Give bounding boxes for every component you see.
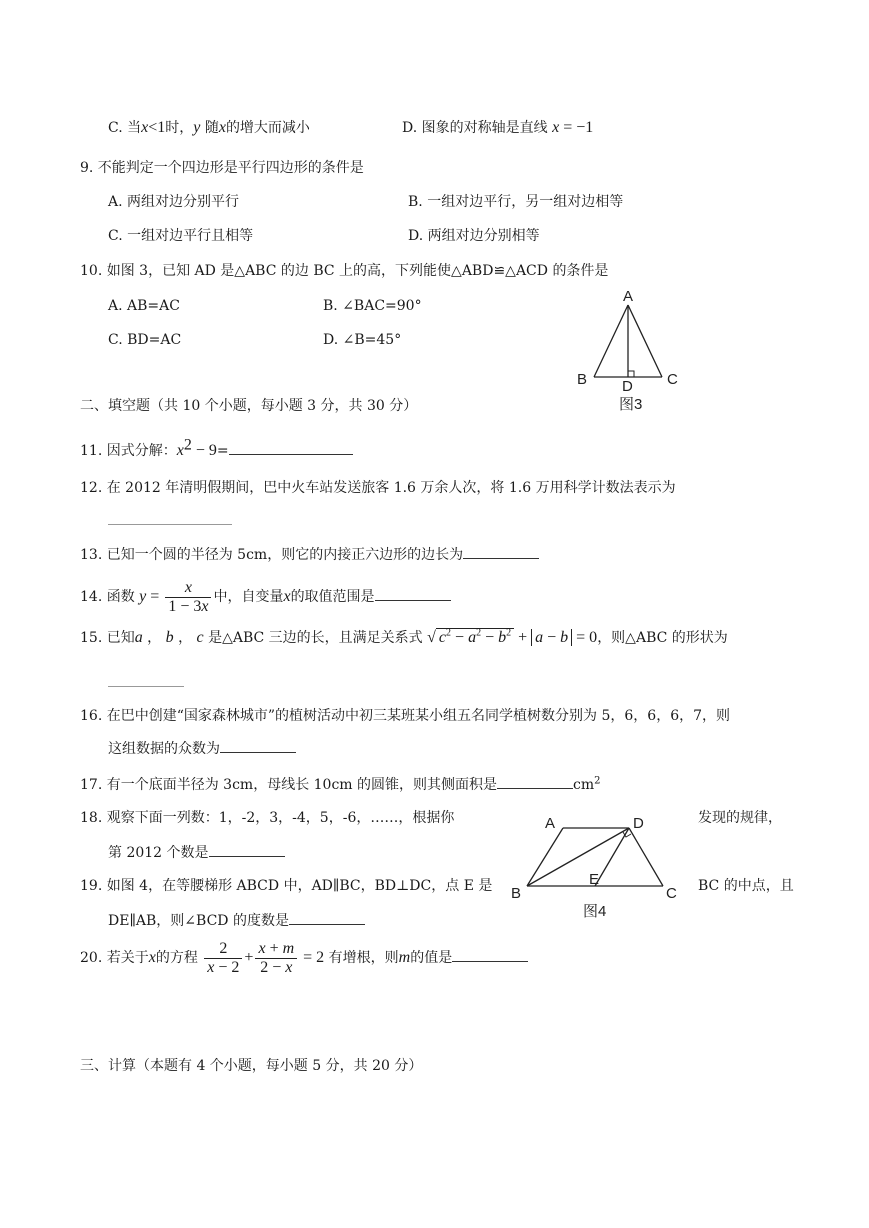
q12-blank-line (108, 510, 232, 531)
q19-line-1: 19. 如图 4，在等腰梯形 ABCD 中，AD∥BC，BD⊥DC，点 E 是 (80, 878, 493, 894)
answer-blank[interactable] (452, 947, 528, 962)
q14: 14. 函数 y = $\frac{x}{1 - 3x}$ 中，自变量x的取值范围是 (80, 576, 451, 618)
fig3-label-b: B (577, 371, 588, 388)
answer-blank[interactable] (209, 842, 285, 857)
figure-4 (505, 812, 690, 924)
q16-line-2: 这组数据的众数为 (108, 738, 296, 759)
answer-blank[interactable] (497, 774, 573, 789)
q10-option-c: C. BD=AC (108, 332, 182, 348)
q12-text: 12. 在 2012 年清明假期间，巴中火车站发送旅客 1.6 万余人次，将 1.6 万用科学计数法表示为 (80, 480, 676, 496)
q9-option-c: C. 一组对边平行且相等 (108, 228, 254, 244)
fig3-caption: 图3 (619, 396, 643, 413)
q20: 20. 若关于x的方程 $\frac{2}{x - 2}$ + $\frac{x + m}{2 - x}$ = 2 有增根，则m的值是 (80, 936, 528, 980)
q17: 17. 有一个底面半径为 3cm，母线长 10cm 的圆锥，则其侧面积是 $cm^2$ (80, 775, 601, 793)
q16-line-1: 16. 在巴中创建“国家森林城市”的植树活动中初三某班某小组五名同学植树数分别为 5，6，6，6，7，则 (80, 708, 731, 724)
q13: 13. 已知一个圆的半径为 5cm，则它的内接正六边形的边长为 (80, 544, 539, 565)
q18-line-1: 18. 观察下面一列数：1，-2，3，-4，5，-6，……，根据你 (80, 810, 455, 826)
fig4-label-d: D (633, 815, 644, 832)
fig4-label-e: E (589, 871, 600, 888)
q8-option-c: C. 当x<1时，y 随x的增大而减小 (108, 119, 310, 136)
q15: 15. 已知a ， b ， c 是△ABC 三边的长，且满足关系式 √ $c^2 - a^2 - b^2 + a - b = 0$，则△ABC 的形状为 (80, 627, 728, 646)
q10-option-b: B. ∠BAC=90° (323, 298, 422, 314)
q11: 11. 因式分解：$x^2 - 9=$ (80, 440, 353, 461)
fig3-label-a: A (623, 288, 634, 305)
q10-option-a: A. AB=AC (108, 298, 180, 314)
answer-blank[interactable] (289, 910, 365, 925)
fig4-caption: 图4 (583, 903, 607, 920)
answer-blank[interactable] (229, 440, 353, 455)
q10-text: 10. 如图 3，已知 AD 是△ABC 的边 BC 上的高，下列能使△ABD≌△ACD 的条件是 (80, 263, 609, 279)
fig4-label-a: A (545, 815, 556, 832)
answer-blank[interactable] (108, 510, 232, 525)
q9-option-a: A. 两组对边分别平行 (108, 194, 240, 210)
section-2-heading: 二、填空题（共 10 个小题，每小题 3 分，共 30 分） (80, 398, 418, 414)
q20-fraction-2: $\frac{x + m}{2 - x}$ (255, 940, 297, 977)
q19-line-1-right: BC 的中点，且 (698, 878, 794, 894)
q14-fraction: $\frac{x}{1 - 3x}$ (165, 579, 211, 616)
fig4-label-b: B (511, 885, 522, 902)
q8-option-d: D. 图象的对称轴是直线 x = −1 (402, 119, 594, 136)
fig3-label-c: C (667, 371, 678, 388)
answer-blank[interactable] (463, 544, 539, 559)
q10-option-d: D. ∠B=45° (323, 332, 402, 348)
answer-blank[interactable] (220, 738, 296, 753)
fig3-label-d: D (622, 378, 633, 395)
q18-line-1-right: 发现的规律， (698, 810, 782, 826)
section-3-heading: 三、计算（本题有 4 个小题，每小题 5 分，共 20 分） (80, 1058, 423, 1074)
q9-text: 9. 不能判定一个四边形是平行四边形的条件是 (80, 160, 364, 176)
answer-blank[interactable] (108, 672, 184, 687)
q18-line-2: 第 2012 个数是 (108, 842, 285, 863)
answer-blank[interactable] (375, 586, 451, 601)
figure-3 (570, 285, 690, 417)
q15-blank-line (108, 672, 184, 693)
q20-fraction-1: $\frac{2}{x - 2}$ (204, 940, 242, 977)
fig4-label-c: C (666, 885, 677, 902)
q9-option-b: B. 一组对边平行，另一组对边相等 (408, 194, 624, 210)
q19-line-2: DE∥AB，则∠BCD 的度数是 (108, 910, 365, 931)
q9-option-d: D. 两组对边分别相等 (408, 228, 540, 244)
